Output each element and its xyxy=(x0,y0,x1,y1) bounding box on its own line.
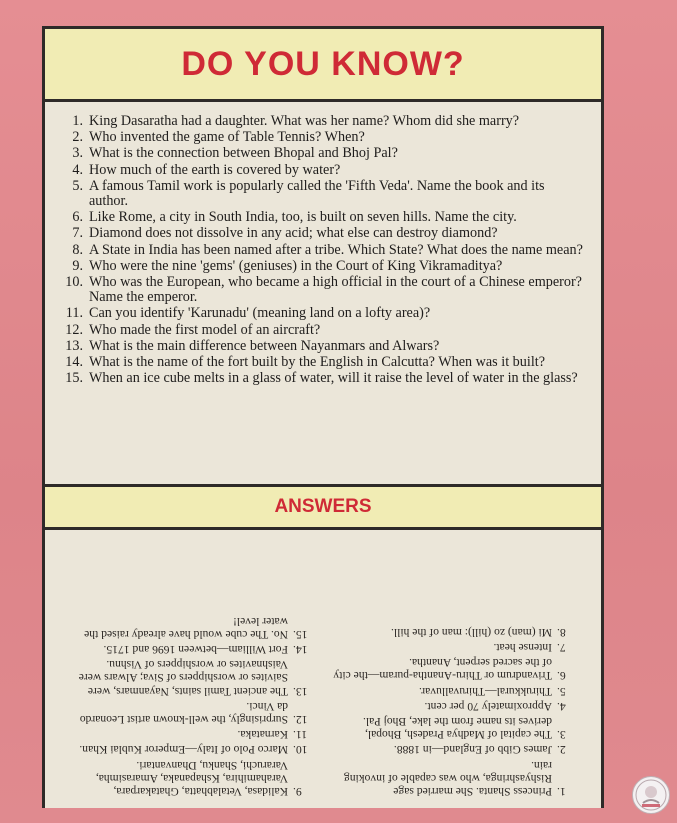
question-number: 13. xyxy=(65,337,83,354)
question-text: How much of the earth is covered by water? xyxy=(89,161,341,178)
question-text: Can you identify 'Karunadu' (meaning land on a lofty area)? xyxy=(89,305,431,322)
answer-number: 1. xyxy=(557,785,566,798)
question-item xyxy=(55,259,583,274)
answer-number: 12. xyxy=(293,712,308,726)
answer-number: 7. xyxy=(557,640,566,654)
answer-item xyxy=(67,758,315,798)
question-text: When an ice cube melts in a glass of water, will it raise the level of water in the glass? xyxy=(89,370,578,387)
answer-item xyxy=(331,684,579,697)
answer-text: Mi (man) zo (hill): man of the hill. xyxy=(391,625,552,639)
answer-text: James Gibb of England—in 1888. xyxy=(393,743,552,757)
question-text: A State in India has been named after a tribe. Which State? What does the name mean? xyxy=(89,241,583,258)
question-text: Like Rome, a city in South India, too, is built on seven hills. Name the city. xyxy=(89,209,517,226)
answer-text: Trivandrum or Thiru-Anantha-puram—the city of the sacred serpent, Anantha. xyxy=(333,656,552,683)
answer-item xyxy=(331,656,579,682)
question-item xyxy=(55,179,583,209)
answer-item xyxy=(67,614,315,640)
question-number: 5. xyxy=(72,177,83,194)
answer-text: Karnataka. xyxy=(237,728,288,742)
answer-number: 2. xyxy=(557,743,566,757)
question-number: 4. xyxy=(72,161,83,178)
answers-title: ANSWERS xyxy=(274,496,372,517)
answer-number: 8. xyxy=(557,625,566,639)
answer-number: 10. xyxy=(293,743,308,757)
questions-list xyxy=(45,102,601,487)
question-number: 1. xyxy=(72,113,83,129)
answer-item xyxy=(67,743,315,756)
answer-text: No. The cube would have already raised the water level! xyxy=(84,614,288,641)
question-item xyxy=(55,210,583,225)
title-bar xyxy=(45,29,601,102)
question-text: Who made the first model of an aircraft? xyxy=(89,321,321,338)
answer-number: 6. xyxy=(557,669,566,683)
answer-text: The capital of Madhya Pradesh, Bhopal, derives its name from the lake, Bhoj Pal. xyxy=(363,714,552,742)
question-number: 3. xyxy=(72,145,83,162)
answers-bar xyxy=(45,487,601,530)
answer-item xyxy=(67,643,315,656)
round-logo-icon xyxy=(632,776,670,814)
answer-number: 9. xyxy=(293,785,302,798)
answer-item xyxy=(67,700,315,726)
question-number: 2. xyxy=(72,129,83,146)
question-text: King Dasaratha had a daughter. What was her name? Whom did she marry? xyxy=(89,113,520,129)
question-number: 15. xyxy=(65,370,83,387)
question-number: 14. xyxy=(65,354,83,371)
question-text: Who invented the game of Table Tennis? When? xyxy=(89,129,365,146)
page-title: DO YOU KNOW? xyxy=(181,44,465,83)
question-text: Diamond does not dissolve in any acid; what else can destroy diamond? xyxy=(89,225,498,242)
answer-item xyxy=(331,641,579,654)
question-item xyxy=(55,306,583,321)
question-text: What is the connection between Bhopal and Bhoj Pal? xyxy=(89,145,398,162)
answer-text: Fort William—between 1696 and 1715. xyxy=(103,642,288,656)
answer-number: 3. xyxy=(557,728,566,742)
question-text: Who was the European, who became a high official in the court of a Chinese emperor? Name the emperor. xyxy=(89,274,582,306)
answer-item xyxy=(331,626,579,639)
question-item xyxy=(55,130,583,145)
answer-text: Marco Polo of Italy—Emperor Kublai Khan. xyxy=(79,743,288,757)
answer-number: 13. xyxy=(293,684,308,698)
answer-item xyxy=(331,700,579,713)
answer-text: Intense heat. xyxy=(493,640,552,654)
question-text: A famous Tamil work is popularly called the 'Fifth Veda'. Name the book and its author. xyxy=(89,177,545,210)
question-item xyxy=(55,163,583,178)
answer-number: 15. xyxy=(293,627,308,641)
question-item xyxy=(55,355,583,370)
answer-item xyxy=(331,743,579,756)
question-number: 11. xyxy=(65,305,83,322)
answer-item xyxy=(331,758,579,798)
question-item xyxy=(55,275,583,305)
question-number: 7. xyxy=(72,225,83,242)
answer-item xyxy=(67,728,315,741)
question-item xyxy=(55,371,583,386)
question-item xyxy=(55,243,583,258)
answers-column-left xyxy=(323,536,587,798)
answer-text: Thirukkural—Thiruvalluvar. xyxy=(419,684,552,698)
answers-upside-down xyxy=(45,530,601,808)
question-item xyxy=(55,339,583,354)
question-number: 9. xyxy=(72,257,83,274)
question-text: What is the main difference between Nayanmars and Alwars? xyxy=(89,337,440,354)
question-number: 12. xyxy=(65,321,83,338)
answers-section xyxy=(45,530,601,808)
question-item xyxy=(55,146,583,161)
answer-text: Kalidasa, Vetalabhatta, Ghatakarpara, Varahamihira, Kshapanaka, Amarasimha, Vararuchi, Shanku, Dhanvantari. xyxy=(95,758,288,798)
answers-column-right xyxy=(59,536,323,798)
question-item xyxy=(55,114,583,129)
question-number: 8. xyxy=(72,241,83,258)
answer-number: 4. xyxy=(557,699,566,713)
answer-number: 11. xyxy=(293,728,308,742)
answer-text: Approximately 70 per cent. xyxy=(424,699,552,713)
question-text: What is the name of the fort built by the English in Calcutta? When was it built? xyxy=(89,354,545,371)
quiz-panel xyxy=(42,26,604,808)
answer-item xyxy=(331,715,579,741)
question-item xyxy=(55,226,583,241)
question-item xyxy=(55,323,583,338)
question-number: 6. xyxy=(72,209,83,226)
question-number: 10. xyxy=(65,274,83,291)
answer-text: The ancient Tamil saints, Nayanmars, were Saivites or worshippers of Siva; Alwars were Vaishnavites or worshippers of Vishnu. xyxy=(78,658,288,698)
answer-text: Princess Shanta. She married sage Rishyashringa, who was capable of invoking rain. xyxy=(343,758,552,798)
answer-text: Surprisingly, the well-known artist Leonardo da Vinci. xyxy=(79,699,288,726)
question-text: Who were the nine 'gems' (geniuses) in the Court of King Vikramaditya? xyxy=(89,257,503,274)
answer-number: 5. xyxy=(557,684,566,698)
answer-item xyxy=(67,658,315,698)
answer-number: 14. xyxy=(293,642,308,656)
